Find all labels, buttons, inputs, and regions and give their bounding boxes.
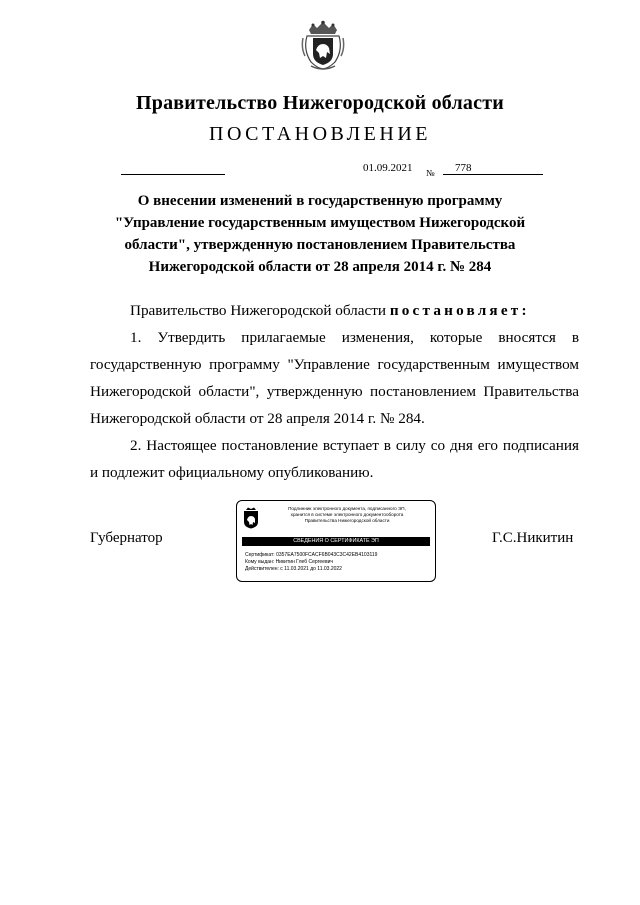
number-sign: № [426, 168, 435, 178]
subject-line: "Управление государственным имуществом Нижегородской [114, 215, 526, 231]
decree-item-2: 2. Настоящее постановление вступает в силу со дня его подписания и подлежит официальному опубликованию. [90, 437, 579, 481]
document-body [90, 297, 579, 486]
document-subject [110, 190, 530, 278]
number-underline [443, 174, 543, 175]
intro-prefix: Правительство Нижегородской области [130, 302, 387, 319]
electronic-signature-stamp [236, 500, 436, 582]
subject-line: О внесении изменений в государственную программу [137, 193, 503, 209]
signer-name: Г.С.Никитин [492, 530, 574, 546]
decree-intro [90, 297, 579, 324]
certificate-bar: СВЕДЕНИЯ О СЕРТИФИКАТЕ ЭП [242, 537, 430, 546]
certificate-id: Сертификат: 0357EA7500FCACF6B043C3C42EB4103119 [245, 552, 378, 558]
government-title: Правительство Нижегородской области [136, 92, 504, 114]
document-number: 778 [455, 162, 472, 174]
decree-item-1: 1. Утвердить прилагаемые изменения, которые вносятся в государственную программу "Управление государственным имуществом Нижегородской области", утвержденную постановлением Правительства Нижегородской области от 28 апреля 2014 г. № 284. [90, 329, 579, 427]
blank-line [121, 174, 225, 175]
document-kind: ПОСТАНОВЛЕНИЕ [209, 123, 431, 145]
stamp-header [263, 506, 431, 524]
subject-line: Нижегородской области от 28 апреля 2014 г. № 284 [148, 259, 492, 275]
region-logo-icon [243, 507, 259, 529]
certificate-owner: Кому выдан: Никитин Глеб Сергеевич [245, 559, 334, 565]
stamp-header-line: Правительства Нижегородской области [304, 518, 390, 523]
decree-keyword: постановляет: [389, 302, 530, 319]
certificate-validity: Действителен: с 11.03.2021 до 11.03.2022 [245, 566, 342, 572]
stamp-header-line: хранится в системе электронного документооборота [290, 512, 404, 517]
document-date: 01.09.2021 [363, 162, 413, 174]
certificate-info [245, 552, 431, 573]
signer-position: Губернатор [90, 530, 163, 546]
subject-line: области", утвержденную постановлением Правительства [124, 237, 516, 253]
coat-of-arms-icon [301, 20, 345, 70]
stamp-header-line: Подлинник электронного документа, подписанного ЭП, [288, 506, 406, 511]
